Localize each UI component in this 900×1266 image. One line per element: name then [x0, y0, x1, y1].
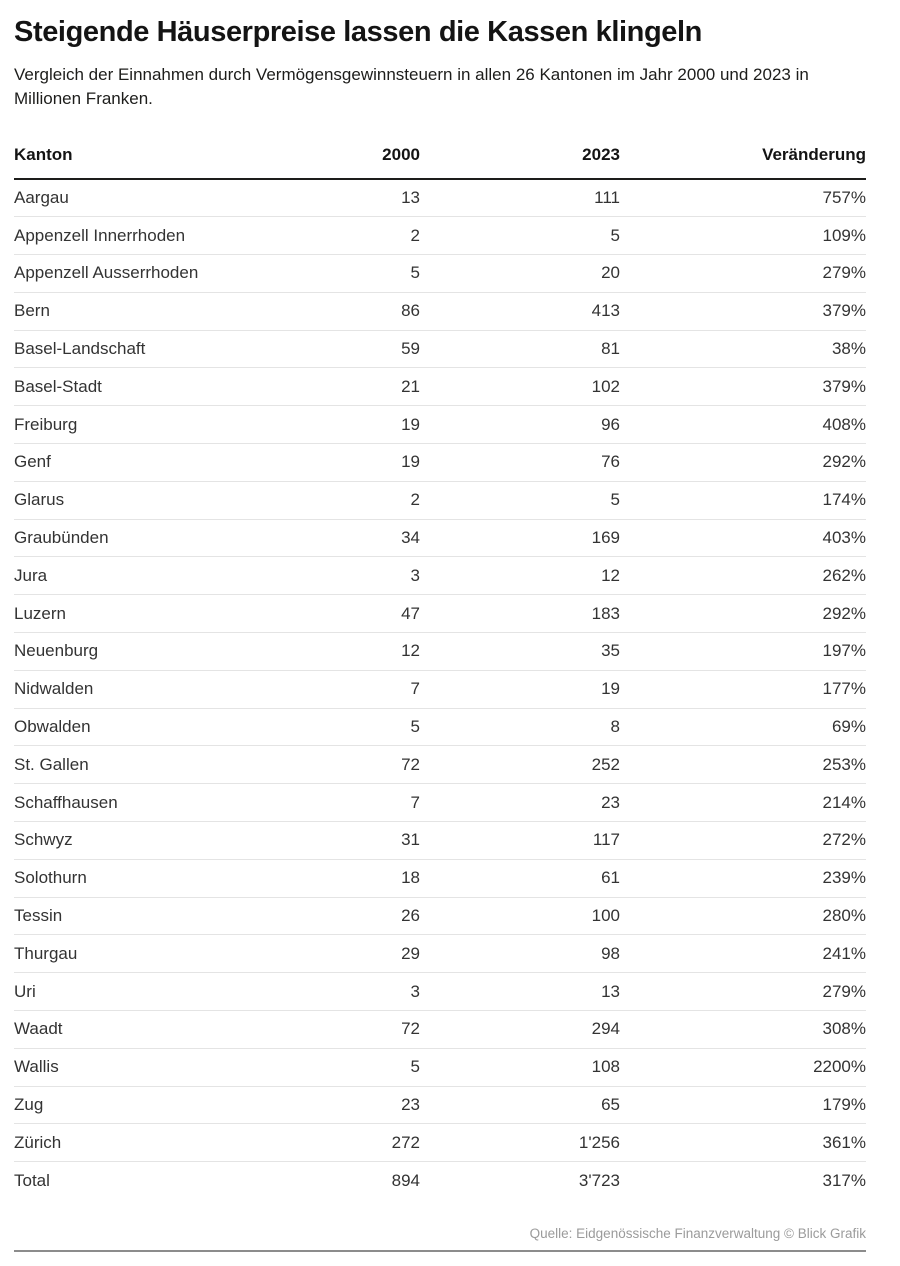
canton-cell: Nidwalden — [14, 670, 214, 708]
change-cell: 262% — [620, 557, 866, 595]
canton-cell: Freiburg — [14, 406, 214, 444]
value-2023-cell: 3'723 — [420, 1162, 620, 1200]
change-cell: 292% — [620, 595, 866, 633]
table-row — [14, 481, 866, 519]
table-row — [14, 973, 866, 1011]
table-row — [14, 292, 866, 330]
canton-cell: Schaffhausen — [14, 784, 214, 822]
change-cell: 361% — [620, 1124, 866, 1162]
change-cell: 308% — [620, 1011, 866, 1049]
value-2000-cell: 72 — [214, 746, 420, 784]
value-2023-cell: 19 — [420, 670, 620, 708]
table-row — [14, 670, 866, 708]
value-2023-cell: 81 — [420, 330, 620, 368]
value-2000-cell: 3 — [214, 557, 420, 595]
value-2000-cell: 272 — [214, 1124, 420, 1162]
value-2000-cell: 29 — [214, 935, 420, 973]
table-row — [14, 1124, 866, 1162]
value-2023-cell: 5 — [420, 481, 620, 519]
canton-cell: Thurgau — [14, 935, 214, 973]
column-header-2000: 2000 — [214, 145, 420, 179]
change-cell: 177% — [620, 670, 866, 708]
value-2000-cell: 5 — [214, 255, 420, 293]
canton-cell: Appenzell Ausserrhoden — [14, 255, 214, 293]
bottom-rule — [14, 1250, 866, 1252]
value-2023-cell: 12 — [420, 557, 620, 595]
canton-cell: Neuenburg — [14, 633, 214, 671]
value-2000-cell: 34 — [214, 519, 420, 557]
value-2023-cell: 8 — [420, 708, 620, 746]
value-2000-cell: 59 — [214, 330, 420, 368]
table-row — [14, 368, 866, 406]
change-cell: 38% — [620, 330, 866, 368]
value-2023-cell: 111 — [594, 188, 620, 208]
table-row — [14, 330, 866, 368]
value-2023-cell: 5 — [420, 217, 620, 255]
table-row — [14, 406, 866, 444]
canton-cell: Bern — [14, 292, 214, 330]
table-row — [14, 784, 866, 822]
change-cell: 403% — [620, 519, 866, 557]
value-2023-cell: 76 — [420, 444, 620, 482]
page-subtitle: Vergleich der Einnahmen durch Vermögensgewinnsteuern in allen 26 Kantonen im Jahr 2000 und 2023 in Millionen Franken. — [14, 65, 809, 108]
table-row — [14, 557, 866, 595]
value-2023-cell: 1'256 — [420, 1124, 620, 1162]
change-cell: 2200% — [620, 1048, 866, 1086]
value-2000-cell: 894 — [214, 1162, 420, 1200]
value-2023-cell: 108 — [420, 1048, 620, 1086]
change-cell: 379% — [620, 292, 866, 330]
canton-cell: Basel-Stadt — [14, 368, 214, 406]
change-cell: 272% — [620, 822, 866, 860]
value-2023-cell: 96 — [420, 406, 620, 444]
value-2000-cell: 12 — [214, 633, 420, 671]
change-cell: 280% — [620, 897, 866, 935]
change-cell: 239% — [620, 859, 866, 897]
value-2000-cell: 21 — [214, 368, 420, 406]
value-2000-cell: 19 — [214, 406, 420, 444]
table-row — [14, 255, 866, 293]
table-row — [14, 595, 866, 633]
table-row — [14, 1048, 866, 1086]
table-row — [14, 444, 866, 482]
value-2000-cell: 5 — [214, 708, 420, 746]
change-cell: 214% — [620, 784, 866, 822]
value-2023-cell: 100 — [420, 897, 620, 935]
value-2000-cell: 7 — [214, 670, 420, 708]
canton-cell: Graubünden — [14, 519, 214, 557]
value-2023-cell: 169 — [420, 519, 620, 557]
value-2023-cell: 102 — [420, 368, 620, 406]
change-cell: 179% — [620, 1086, 866, 1124]
table-row — [14, 179, 866, 217]
change-cell: 379% — [620, 368, 866, 406]
value-2023-cell: 117 — [420, 822, 620, 860]
value-2000-cell: 26 — [214, 897, 420, 935]
value-2023-cell: 13 — [420, 973, 620, 1011]
change-cell: 317% — [620, 1162, 866, 1200]
value-2000-cell: 5 — [214, 1048, 420, 1086]
canton-cell: Solothurn — [14, 859, 214, 897]
table-row — [14, 1011, 866, 1049]
change-cell: 241% — [620, 935, 866, 973]
table-header-row — [14, 145, 866, 179]
table-row — [14, 633, 866, 671]
value-2000-cell: 2 — [214, 217, 420, 255]
table-row — [14, 519, 866, 557]
value-2023-cell: 35 — [420, 633, 620, 671]
change-cell: 292% — [620, 444, 866, 482]
change-cell: 253% — [620, 746, 866, 784]
value-2000-cell: 7 — [214, 784, 420, 822]
canton-cell: Waadt — [14, 1011, 214, 1049]
canton-cell: Schwyz — [14, 822, 214, 860]
canton-cell: St. Gallen — [14, 746, 214, 784]
canton-cell: Appenzell Innerrhoden — [14, 217, 214, 255]
table-row — [14, 897, 866, 935]
change-cell: 757% — [822, 188, 866, 208]
canton-cell: Jura — [14, 557, 214, 595]
change-cell: 197% — [620, 633, 866, 671]
value-2023-cell: 183 — [420, 595, 620, 633]
change-cell: 69% — [620, 708, 866, 746]
value-2000-cell: 86 — [214, 292, 420, 330]
canton-cell: Aargau — [14, 188, 69, 208]
column-header-veraenderung: Veränderung — [620, 145, 866, 179]
value-2023-cell: 65 — [420, 1086, 620, 1124]
value-2023-cell: 98 — [420, 935, 620, 973]
table-body — [14, 179, 866, 1200]
canton-cell: Glarus — [14, 481, 214, 519]
canton-cell: Zürich — [14, 1124, 214, 1162]
value-2023-cell: 252 — [420, 746, 620, 784]
canton-cell: Uri — [14, 973, 214, 1011]
value-2000-cell: 47 — [214, 595, 420, 633]
table-row — [14, 217, 866, 255]
value-2000-cell: 13 — [401, 188, 420, 208]
change-cell: 279% — [620, 255, 866, 293]
canton-cell: Zug — [14, 1086, 214, 1124]
value-2023-cell: 20 — [420, 255, 620, 293]
change-cell: 174% — [620, 481, 866, 519]
source-credit: Quelle: Eidgenössische Finanzverwaltung © Blick Grafik — [529, 1225, 866, 1241]
value-2023-cell: 23 — [420, 784, 620, 822]
value-2000-cell: 23 — [214, 1086, 420, 1124]
canton-revenue-table — [14, 145, 866, 1200]
table-header — [14, 145, 866, 179]
canton-cell: Genf — [14, 444, 214, 482]
value-2000-cell: 18 — [214, 859, 420, 897]
column-header-kanton: Kanton — [14, 145, 214, 179]
canton-cell: Wallis — [14, 1048, 214, 1086]
value-2000-cell: 31 — [214, 822, 420, 860]
table-row-total — [14, 1162, 866, 1200]
canton-cell: Basel-Landschaft — [14, 330, 214, 368]
table-row — [14, 708, 866, 746]
table-row — [14, 822, 866, 860]
change-cell: 408% — [620, 406, 866, 444]
value-2023-cell: 294 — [420, 1011, 620, 1049]
canton-cell: Total — [14, 1162, 214, 1200]
page-title: Steigende Häuserpreise lassen die Kassen klingeln — [14, 16, 702, 48]
value-2023-cell: 413 — [420, 292, 620, 330]
value-2000-cell: 72 — [214, 1011, 420, 1049]
value-2000-cell: 3 — [214, 973, 420, 1011]
canton-cell: Obwalden — [14, 708, 214, 746]
value-2000-cell: 19 — [214, 444, 420, 482]
canton-cell: Luzern — [14, 595, 214, 633]
change-cell: 279% — [620, 973, 866, 1011]
table-row — [14, 859, 866, 897]
table-row — [14, 1086, 866, 1124]
value-2000-cell: 2 — [214, 481, 420, 519]
column-header-2023: 2023 — [420, 145, 620, 179]
change-cell: 109% — [620, 217, 866, 255]
table-row — [14, 746, 866, 784]
canton-cell: Tessin — [14, 897, 214, 935]
value-2023-cell: 61 — [420, 859, 620, 897]
table-row — [14, 935, 866, 973]
